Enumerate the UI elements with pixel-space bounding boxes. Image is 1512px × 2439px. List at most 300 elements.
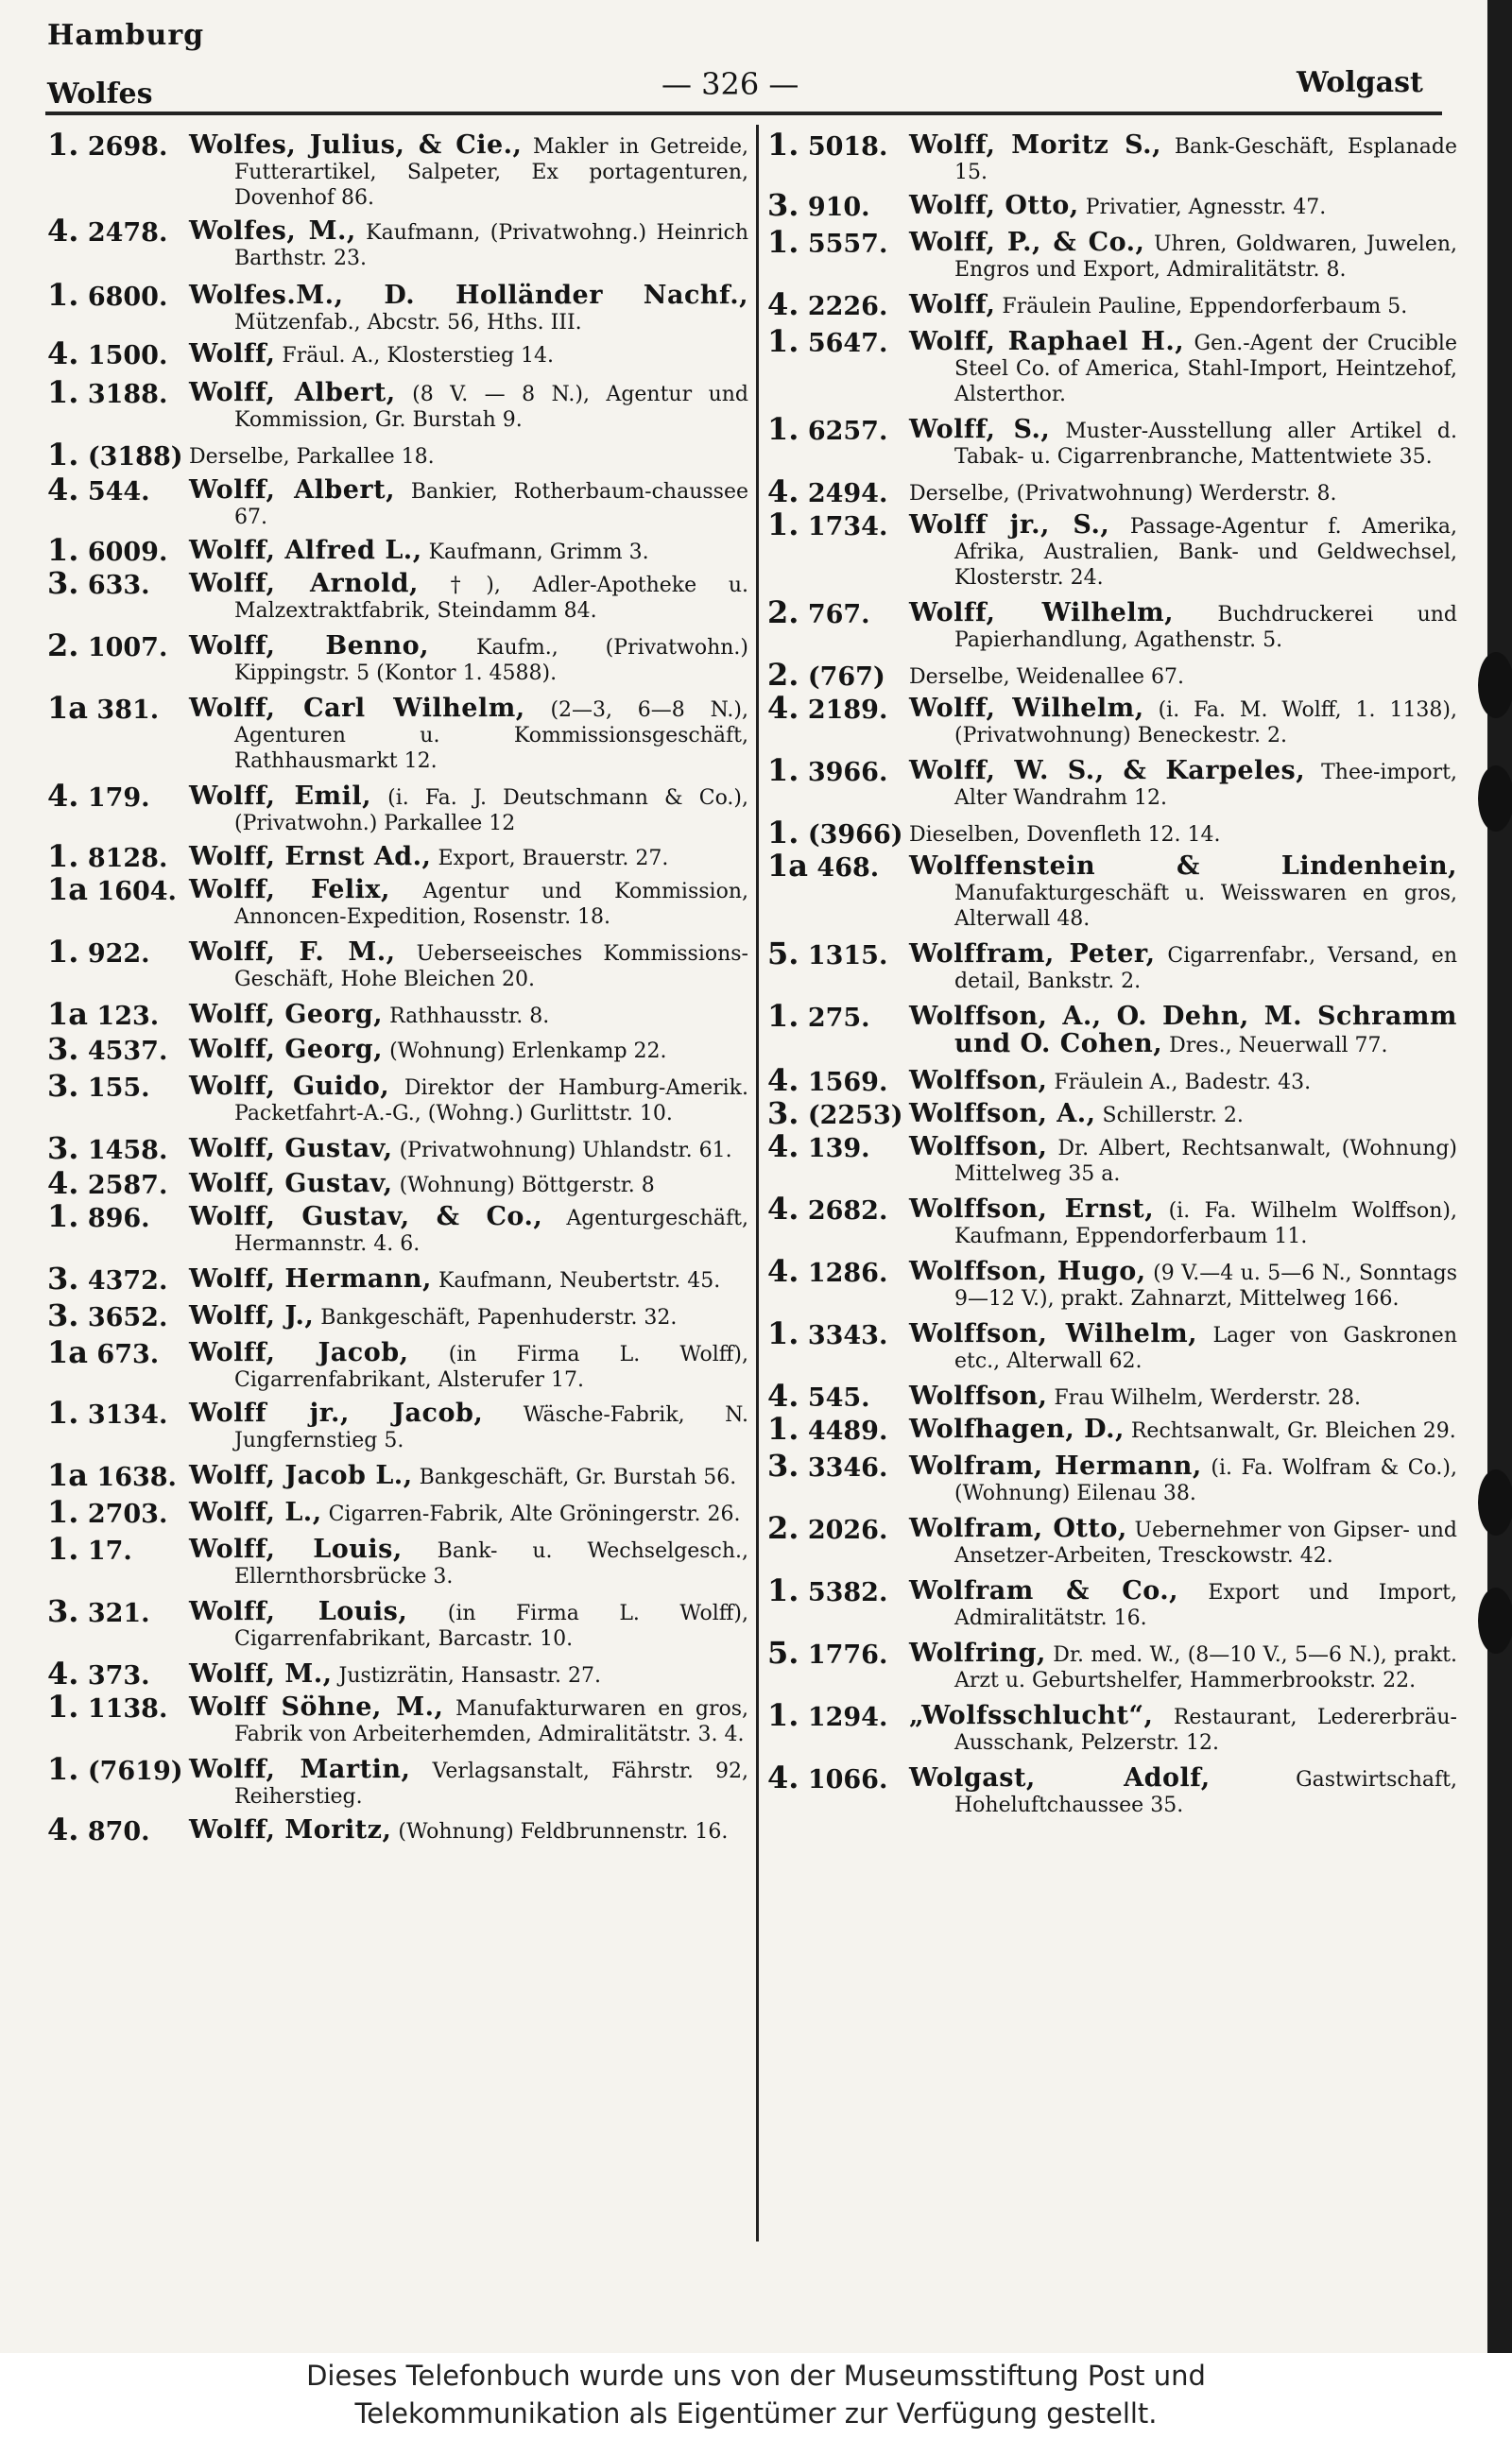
subscriber-details: (Wohnung) Böttgerstr. 8 bbox=[392, 1174, 655, 1197]
exchange-class: 3. bbox=[767, 187, 799, 223]
subscriber-details: Gastwirtschaft, Hoheluftchaussee 35. bbox=[954, 1768, 1457, 1817]
number-value: 1066. bbox=[807, 1765, 888, 1795]
exchange-class: 3. bbox=[47, 1261, 79, 1297]
number-value: 6800. bbox=[87, 283, 168, 312]
directory-entry bbox=[767, 1635, 1457, 1693]
subscriber-name: Wolffson, Hugo, bbox=[909, 1257, 1146, 1286]
entry-text bbox=[189, 1136, 748, 1163]
phone-number bbox=[767, 1253, 909, 1312]
entry-text bbox=[909, 696, 1457, 748]
subscriber-details: Rechtsanwalt, Gr. Bleichen 29. bbox=[1124, 1419, 1456, 1443]
subscriber-name: Wolff Söhne, M., bbox=[189, 1692, 444, 1722]
number-value: 155. bbox=[87, 1074, 150, 1103]
exchange-class: 1. bbox=[47, 127, 79, 163]
entry-text bbox=[909, 662, 1457, 690]
number-value: 275. bbox=[807, 1004, 870, 1033]
phone-number bbox=[767, 1448, 909, 1506]
directory-entry bbox=[47, 127, 748, 211]
entry-text bbox=[909, 1765, 1457, 1818]
entry-text bbox=[189, 1400, 748, 1453]
directory-entry bbox=[767, 1697, 1457, 1756]
subscriber-details: (8 V. — 8 N.), Agentur und Kommission, Gr. Burstah 9. bbox=[234, 383, 748, 432]
phone-number bbox=[47, 1031, 189, 1067]
subscriber-name: Wolff, Wilhelm, bbox=[909, 694, 1144, 723]
exchange-class: 4. bbox=[767, 1062, 799, 1098]
subscriber-details: Thee-import, Alter Wandrahm 12. bbox=[954, 761, 1457, 810]
exchange-class: 1. bbox=[47, 532, 79, 568]
exchange-class: 4. bbox=[767, 1128, 799, 1164]
page-edge bbox=[1487, 0, 1512, 2353]
exchange-class: 1. bbox=[47, 1494, 79, 1530]
phone-number bbox=[47, 277, 189, 335]
subscriber-name: Wolffson, Ernst, bbox=[909, 1194, 1155, 1224]
subscriber-details: Muster-Ausstellung aller Artikel d. Tabak- u. Cigarrenbranche, Mattentwiete 35. bbox=[954, 420, 1457, 469]
number-value: 910. bbox=[807, 193, 870, 222]
subscriber-name: Wolfram, Otto, bbox=[909, 1514, 1127, 1543]
exchange-class: 1. bbox=[767, 1697, 799, 1733]
phone-number bbox=[47, 437, 189, 472]
subscriber-name: Wolff, bbox=[189, 339, 276, 369]
entry-text bbox=[189, 1817, 748, 1845]
exchange-class: 1a bbox=[47, 1457, 88, 1493]
subscriber-name: Wolff, Guido, bbox=[189, 1072, 390, 1101]
phone-number bbox=[47, 1656, 189, 1692]
subscriber-name: Wolfhagen, D., bbox=[909, 1415, 1125, 1444]
exchange-class: 4. bbox=[767, 473, 799, 509]
phone-number bbox=[47, 871, 189, 930]
entry-text bbox=[909, 479, 1457, 507]
exchange-class: 4. bbox=[47, 778, 79, 814]
entry-text bbox=[909, 1101, 1457, 1128]
directory-entry bbox=[767, 1572, 1457, 1631]
subscriber-details: Direktor der Hamburg-Amerik. Packetfahrt-A.-G., (Wohng.) Gurlittstr. 10. bbox=[234, 1076, 749, 1125]
number-value: 767. bbox=[807, 600, 870, 629]
entry-text bbox=[909, 230, 1457, 283]
directory-entry bbox=[767, 1062, 1457, 1098]
subscriber-details: Rathhausstr. 8. bbox=[383, 1005, 550, 1028]
directory-entry bbox=[767, 187, 1457, 223]
entry-text bbox=[909, 1516, 1457, 1569]
number-value: 3966. bbox=[807, 758, 888, 787]
directory-entry bbox=[47, 1297, 748, 1333]
directory-entry bbox=[767, 1128, 1457, 1187]
subscriber-name: Wolff, Hermann, bbox=[189, 1264, 432, 1294]
directory-entry bbox=[47, 565, 749, 624]
number-value: 1500. bbox=[87, 341, 168, 370]
directory-entry bbox=[767, 1095, 1457, 1131]
subscriber-details: (in Firma L. Wolff), Cigarrenfabrikant, Barcastr. 10. bbox=[234, 1602, 748, 1651]
subscriber-name: Wolff, Gustav, bbox=[189, 1134, 393, 1163]
subscriber-name: Wolff jr., S., bbox=[909, 510, 1110, 540]
exchange-class: 1. bbox=[767, 127, 799, 163]
phone-number bbox=[767, 1635, 909, 1693]
entry-text bbox=[189, 380, 748, 433]
subscriber-name: Wolff, Louis, bbox=[189, 1535, 403, 1564]
subscriber-name: Wolffson, Wilhelm, bbox=[909, 1319, 1198, 1348]
phone-number bbox=[47, 1261, 189, 1297]
directory-entry bbox=[47, 1334, 749, 1393]
punch-hole-4 bbox=[1478, 1588, 1512, 1654]
exchange-class: 1. bbox=[767, 998, 799, 1034]
entry-text bbox=[189, 1500, 748, 1527]
subscriber-details: Derselbe, Parkallee 18. bbox=[189, 445, 435, 469]
entry-text bbox=[189, 1074, 748, 1126]
exchange-class: 1. bbox=[767, 1315, 799, 1351]
subscriber-details: (in Firma L. Wolff), Cigarrenfabrikant, Alsterufer 17. bbox=[234, 1343, 749, 1392]
entry-text bbox=[189, 1303, 748, 1331]
subscriber-details: Export, Brauerstr. 27. bbox=[431, 847, 669, 870]
subscriber-name: Wolfring, bbox=[909, 1639, 1046, 1668]
entry-text bbox=[909, 1703, 1457, 1756]
directory-entry bbox=[767, 1510, 1457, 1569]
exchange-class: 1. bbox=[767, 224, 799, 260]
number-value: 3343. bbox=[807, 1321, 888, 1350]
subscriber-details: (i. Fa. J. Deutschmann & Co.), (Privatwohn.) Parkallee 12 bbox=[234, 786, 748, 835]
number-value: 381. bbox=[96, 696, 160, 725]
subscriber-details: Kaufmann, Grimm 3. bbox=[421, 541, 649, 564]
subscriber-details: (Wohnung) Feldbrunnenstr. 16. bbox=[391, 1820, 729, 1844]
subscriber-details: Bank- u. Wechselgesch., Ellernthorsbrücke 3. bbox=[234, 1539, 749, 1589]
exchange-class: 1. bbox=[47, 838, 79, 874]
entry-text bbox=[909, 853, 1457, 932]
subscriber-name: Wolff, Albert, bbox=[189, 475, 396, 505]
footer-line-2: Telekommunikation als Eigentümer zur Verfügung gestellt. bbox=[354, 2397, 1158, 2430]
exchange-class: 1. bbox=[47, 437, 79, 472]
number-value: 673. bbox=[96, 1340, 160, 1369]
directory-entry bbox=[47, 838, 748, 874]
entry-text bbox=[909, 1578, 1457, 1631]
directory-entry bbox=[47, 532, 748, 568]
number-value: 5557. bbox=[807, 230, 888, 259]
subscriber-name: Wolff, Jacob, bbox=[189, 1338, 409, 1367]
phone-number bbox=[47, 1494, 189, 1530]
phone-number bbox=[767, 998, 909, 1058]
phone-number bbox=[767, 323, 909, 407]
number-value: 1458. bbox=[87, 1136, 168, 1165]
phone-number bbox=[767, 936, 909, 994]
exchange-class: 1. bbox=[767, 411, 799, 447]
directory-entry bbox=[767, 323, 1457, 407]
subscriber-details: Bank-Geschäft, Esplanade 15. bbox=[954, 135, 1457, 184]
page-number: — 326 — bbox=[662, 66, 799, 102]
entry-text bbox=[909, 1134, 1457, 1187]
subscriber-details: Bankgeschäft, Gr. Burstah 56. bbox=[412, 1466, 737, 1489]
entry-text bbox=[909, 1417, 1457, 1444]
phone-number bbox=[47, 374, 189, 433]
directory-entry bbox=[47, 1068, 749, 1126]
subscriber-details: (9 V.—4 u. 5—6 N., Sonntags 9—12 V.), prakt. Zahnarzt, Mittelweg 166. bbox=[954, 1262, 1457, 1311]
number-value: 2478. bbox=[87, 218, 168, 248]
exchange-class: 1. bbox=[767, 507, 799, 542]
phone-number bbox=[767, 1315, 909, 1374]
exchange-class: 1a bbox=[47, 996, 88, 1032]
subscriber-details: Fräul. A., Klosterstieg 14. bbox=[275, 344, 555, 368]
phone-number bbox=[767, 127, 909, 185]
subscriber-name: Wolff, Felix, bbox=[189, 875, 390, 904]
directory-entry bbox=[47, 1531, 749, 1589]
phone-number bbox=[767, 1760, 909, 1818]
number-value: (2253) bbox=[807, 1101, 903, 1130]
directory-entry bbox=[767, 1378, 1457, 1414]
exchange-class: 3. bbox=[47, 1593, 79, 1629]
exchange-class: 1a bbox=[47, 871, 88, 907]
entry-text bbox=[189, 1661, 748, 1689]
phone-number bbox=[767, 1510, 909, 1569]
number-value: 6257. bbox=[807, 417, 888, 446]
subscriber-name: Wolff, Carl Wilhelm, bbox=[189, 694, 525, 723]
directory-entry bbox=[767, 657, 1457, 693]
subscriber-details: Makler in Getreide, Futterartikel, Salpeter, Ex portagenturen, Dovenhof 86. bbox=[234, 135, 748, 210]
number-value: 870. bbox=[87, 1817, 150, 1846]
exchange-class: 2. bbox=[767, 657, 799, 693]
number-value: 1138. bbox=[87, 1694, 168, 1724]
exchange-class: 4. bbox=[47, 1812, 79, 1847]
subscriber-details: Uebernehmer von Gipser- und Ansetzer-Arbeiten, Tresckowstr. 42. bbox=[954, 1519, 1457, 1568]
entry-text bbox=[189, 877, 748, 930]
phone-number bbox=[47, 690, 189, 774]
subscriber-details: Restaurant, Ledererbräu-Ausschank, Pelzerstr. 12. bbox=[954, 1706, 1457, 1755]
subscriber-details: Bankier, Rotherbaum-chaussee 67. bbox=[234, 480, 748, 529]
directory-entry bbox=[767, 473, 1457, 509]
directory-entry bbox=[47, 1261, 748, 1297]
phone-number bbox=[47, 1531, 189, 1589]
phone-number bbox=[767, 1062, 909, 1098]
header-rule bbox=[45, 112, 1442, 115]
phone-number bbox=[47, 1689, 189, 1747]
subscriber-details: Export und Import, Admiralitätstr. 16. bbox=[954, 1581, 1457, 1630]
directory-entry bbox=[47, 627, 749, 686]
phone-number bbox=[47, 335, 189, 371]
subscriber-details: Wäsche-Fabrik, N. Jungfernstieg 5. bbox=[234, 1403, 748, 1452]
entry-text bbox=[909, 1640, 1457, 1693]
subscriber-name: Wolffram, Peter, bbox=[909, 939, 1156, 969]
subscriber-name: Wolffenstein & Lindenhein, bbox=[909, 851, 1457, 881]
subscriber-name: Wolff, F. M., bbox=[189, 937, 396, 967]
number-value: 5382. bbox=[807, 1578, 888, 1607]
subscriber-name: Wolff jr., Jacob, bbox=[189, 1399, 484, 1428]
subscriber-name: Wolff, Georg, bbox=[189, 1000, 384, 1029]
subscriber-name: Wolfram & Co., bbox=[909, 1576, 1179, 1606]
header-left-word: Wolfes bbox=[47, 77, 153, 111]
entry-text bbox=[189, 696, 748, 774]
directory-entry bbox=[767, 1411, 1457, 1447]
phone-number bbox=[47, 532, 189, 568]
exchange-class: 4. bbox=[767, 1191, 799, 1227]
subscriber-name: Wolff, bbox=[909, 290, 996, 319]
number-value: (3966) bbox=[807, 820, 903, 850]
entry-text bbox=[909, 1383, 1457, 1411]
phone-number bbox=[767, 1697, 909, 1756]
entry-text bbox=[909, 820, 1457, 848]
entry-text bbox=[189, 1340, 748, 1393]
subscriber-name: Wolff, M., bbox=[189, 1659, 333, 1689]
directory-entry bbox=[47, 690, 748, 774]
directory-entry bbox=[767, 815, 1457, 850]
subscriber-name: Wolfram, Hermann, bbox=[909, 1451, 1202, 1481]
entry-text bbox=[189, 132, 748, 211]
phone-number bbox=[767, 848, 909, 932]
number-value: 1604. bbox=[96, 877, 177, 906]
directory-entry bbox=[47, 778, 748, 836]
phone-number bbox=[47, 1593, 189, 1652]
entry-text bbox=[909, 417, 1457, 470]
number-value: (3188) bbox=[87, 442, 183, 472]
number-value: 123. bbox=[96, 1002, 160, 1031]
number-value: (767) bbox=[807, 662, 885, 692]
subscriber-details: Buchdruckerei und Papierhandlung, Agathenstr. 5. bbox=[954, 603, 1457, 652]
directory-entry bbox=[47, 1031, 748, 1067]
exchange-class: 4. bbox=[47, 335, 79, 371]
subscriber-details: (Privatwohnung) Uhlandstr. 61. bbox=[392, 1139, 732, 1162]
subscriber-name: Wolff, Alfred L., bbox=[189, 536, 422, 565]
exchange-class: 3. bbox=[767, 1448, 799, 1484]
number-value: 321. bbox=[87, 1599, 150, 1628]
subscriber-details: (i. Fa. M. Wolff, 1. 1138), (Privatwohnung) Beneckestr. 2. bbox=[954, 698, 1458, 747]
subscriber-name: Wolff, S., bbox=[909, 415, 1051, 444]
number-value: 4489. bbox=[807, 1417, 888, 1446]
entry-text bbox=[189, 477, 748, 530]
exchange-class: 1. bbox=[47, 934, 79, 970]
phone-number bbox=[47, 838, 189, 874]
entry-text bbox=[909, 758, 1457, 811]
number-value: 3134. bbox=[87, 1400, 168, 1430]
exchange-class: 1. bbox=[47, 1531, 79, 1567]
subscriber-details: Kaufm., (Privatwohn.) Kippingstr. 5 (Kontor 1. 4588). bbox=[234, 636, 749, 685]
subscriber-name: Wolff, Louis, bbox=[189, 1597, 408, 1626]
phone-number bbox=[767, 507, 909, 591]
number-value: 633. bbox=[87, 571, 150, 600]
entry-text bbox=[189, 538, 748, 565]
phone-number bbox=[47, 1812, 189, 1847]
subscriber-name: Wolff, Moritz, bbox=[189, 1815, 392, 1845]
entry-text bbox=[189, 1204, 748, 1257]
entry-text bbox=[189, 1037, 748, 1064]
directory-entry bbox=[47, 277, 748, 335]
exchange-class: 3. bbox=[47, 565, 79, 601]
footer-line-1: Dieses Telefonbuch wurde uns von der Museumsstiftung Post und bbox=[306, 2360, 1206, 2392]
subscriber-details: Fräulein Pauline, Eppendorferbaum 5. bbox=[995, 295, 1408, 318]
phone-number bbox=[47, 213, 189, 271]
exchange-class: 1a bbox=[47, 690, 88, 726]
entry-text bbox=[189, 1463, 748, 1490]
phone-number bbox=[47, 1165, 189, 1201]
entry-text bbox=[189, 633, 748, 686]
entry-text bbox=[909, 512, 1457, 591]
subscriber-details: †), Adler-Apotheke u. Malzextraktfabrik, Steindamm 84. bbox=[234, 574, 749, 623]
directory-entry bbox=[47, 1494, 748, 1530]
directory-entry bbox=[47, 437, 748, 472]
phone-number bbox=[767, 594, 909, 653]
subscriber-details: (2—3, 6—8 N.), Agenturen u. Kommissionsgeschäft, Rathhausmarkt 12. bbox=[234, 698, 748, 773]
phone-number bbox=[47, 1297, 189, 1333]
subscriber-name: Wolff, Martin, bbox=[189, 1755, 411, 1784]
subscriber-details: Dr. med. W., (8—10 V., 5—6 N.), prakt. Arzt u. Geburtshelfer, Hammerbrookstr. 22. bbox=[954, 1643, 1457, 1692]
subscriber-details: Dr. Albert, Rechtsanwalt, (Wohnung) Mittelweg 35 a. bbox=[954, 1137, 1457, 1186]
number-value: 1286. bbox=[807, 1259, 888, 1288]
phone-number bbox=[47, 934, 189, 992]
entry-text bbox=[189, 1757, 748, 1810]
number-value: 2226. bbox=[807, 292, 888, 321]
number-value: 2494. bbox=[807, 479, 888, 508]
subscriber-details: Manufakturwaren en gros, Fabrik von Arbeiterhemden, Admiralitätstr. 3. 4. bbox=[234, 1697, 748, 1746]
phone-number bbox=[47, 1457, 189, 1493]
entry-text bbox=[189, 844, 748, 871]
entry-text bbox=[189, 1171, 748, 1198]
subscriber-details: Verlagsanstalt, Fährstr. 92, Reiherstieg. bbox=[234, 1760, 748, 1809]
number-value: 8128. bbox=[87, 844, 168, 873]
subscriber-details: Bankgeschäft, Papenhuderstr. 32. bbox=[314, 1306, 678, 1330]
exchange-class: 4. bbox=[47, 472, 79, 507]
subscriber-name: Wolff, Ernst Ad., bbox=[189, 842, 432, 871]
number-value: 2703. bbox=[87, 1500, 168, 1529]
subscriber-name: Wolff, Wilhelm, bbox=[909, 598, 1175, 627]
subscriber-name: „Wolfsschlucht“, bbox=[909, 1701, 1154, 1730]
subscriber-details: Frau Wilhelm, Werderstr. 28. bbox=[1047, 1386, 1361, 1410]
exchange-class: 5. bbox=[767, 936, 799, 971]
exchange-class: 3. bbox=[47, 1297, 79, 1333]
directory-entry bbox=[47, 335, 748, 371]
punch-hole-3 bbox=[1478, 1469, 1512, 1536]
directory-entry bbox=[47, 1457, 748, 1493]
subscriber-name: Wolff, Albert, bbox=[189, 378, 396, 407]
subscriber-details: Lager von Gaskronen etc., Alterwall 62. bbox=[954, 1324, 1457, 1373]
entry-text bbox=[189, 442, 748, 470]
exchange-class: 1. bbox=[47, 1751, 79, 1787]
subscriber-name: Wolff, L., bbox=[189, 1498, 322, 1527]
subscriber-details: Passage-Agentur f. Amerika, Afrika, Australien, Bank- und Geldwechsel, Klosterstr. 24. bbox=[954, 515, 1457, 590]
phone-number bbox=[47, 996, 189, 1032]
phone-number bbox=[767, 1572, 909, 1631]
exchange-class: 1a bbox=[767, 848, 808, 884]
phone-number bbox=[767, 1095, 909, 1131]
subscriber-name: Wolffson, A., bbox=[909, 1099, 1096, 1128]
number-value: 3652. bbox=[87, 1303, 168, 1332]
phone-number bbox=[767, 286, 909, 322]
phone-number bbox=[47, 1130, 189, 1166]
subscriber-name: Wolffson, A., O. Dehn, M. Schramm und O. Cohen, bbox=[909, 1002, 1457, 1058]
subscriber-details: Cigarren-Fabrik, Alte Gröningerstr. 26. bbox=[321, 1503, 741, 1526]
subscriber-name: Wolff, Moritz S., bbox=[909, 130, 1161, 160]
right-column bbox=[767, 127, 1458, 1828]
directory-entry bbox=[47, 871, 748, 930]
directory-entry bbox=[47, 1751, 748, 1810]
entry-text bbox=[909, 329, 1457, 407]
subscriber-details: (i. Fa. Wilhelm Wolffson), Kaufmann, Eppendorferbaum 11. bbox=[954, 1199, 1457, 1248]
entry-text bbox=[189, 783, 748, 836]
directory-entry bbox=[767, 507, 1457, 591]
phone-number bbox=[767, 752, 909, 811]
entry-text bbox=[189, 1599, 748, 1652]
entry-text bbox=[909, 193, 1457, 220]
directory-entry bbox=[767, 1315, 1457, 1374]
entry-text bbox=[189, 341, 748, 369]
subscriber-details: Ueberseeisches Kommissions-Geschäft, Hohe Bleichen 20. bbox=[234, 942, 748, 991]
exchange-class: 4. bbox=[767, 1378, 799, 1414]
number-value: 1734. bbox=[807, 512, 888, 541]
directory-entry bbox=[47, 1198, 748, 1257]
number-value: (7619) bbox=[87, 1757, 183, 1786]
directory-entry bbox=[767, 998, 1457, 1058]
subscriber-name: Wolff, Jacob L., bbox=[189, 1461, 413, 1490]
entry-text bbox=[909, 1259, 1457, 1312]
subscriber-details: Gen.-Agent der Crucible Steel Co. of America, Stahl-Import, Heintzehof, Alsterthor. bbox=[954, 332, 1457, 406]
directory-entry bbox=[47, 1165, 748, 1201]
number-value: 179. bbox=[87, 783, 150, 813]
exchange-class: 2. bbox=[767, 1510, 799, 1546]
entry-text bbox=[909, 600, 1457, 653]
number-value: 2587. bbox=[87, 1171, 168, 1200]
subscriber-details: Agenturgeschäft, Hermannstr. 4. 6. bbox=[234, 1207, 748, 1256]
